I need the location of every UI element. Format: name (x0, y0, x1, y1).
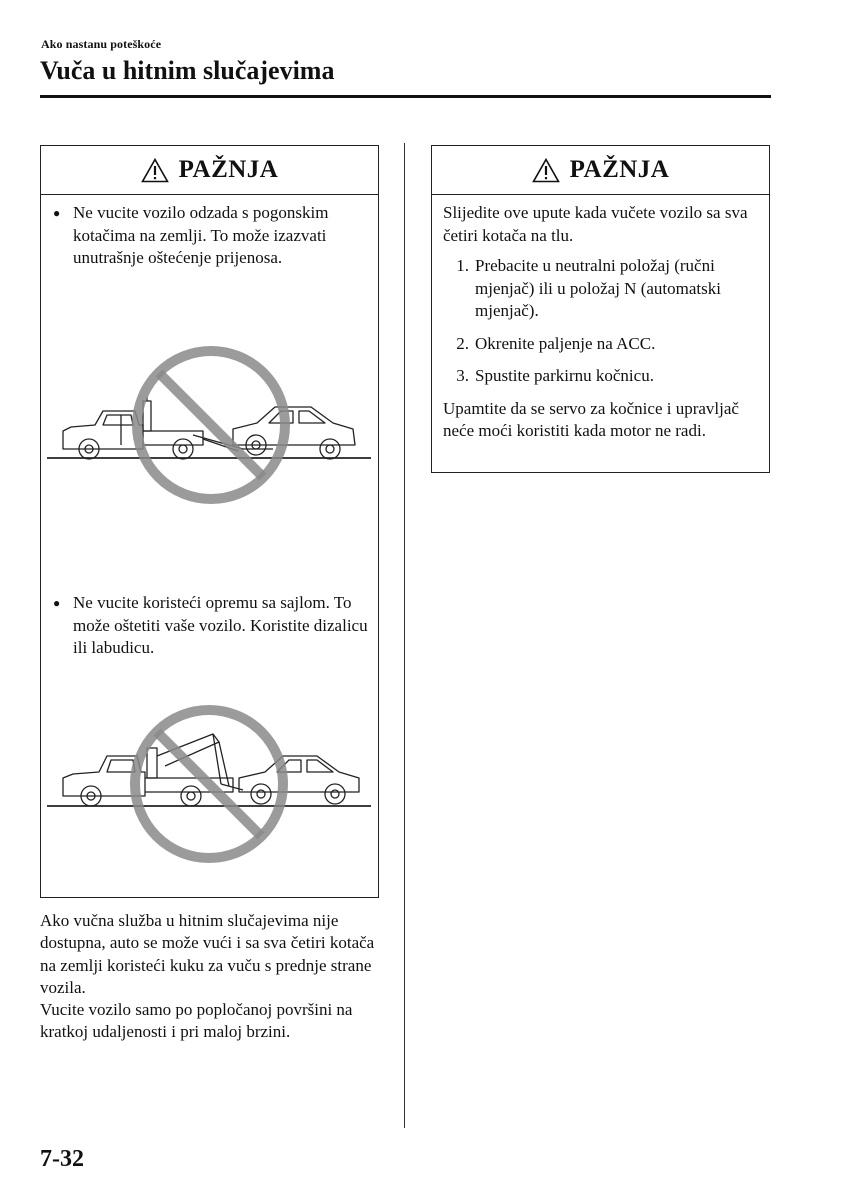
right-warning-box (431, 145, 770, 473)
tow-truck-sling-prohibited-illustration (43, 694, 375, 874)
step-number: 2. (456, 333, 469, 353)
left-warning-box (40, 145, 379, 898)
left-warning-bullet-1 (53, 202, 371, 270)
left-warning-header (41, 146, 378, 195)
page-title: Vuča u hitnim slučajevima (40, 56, 335, 85)
title-rule (40, 95, 771, 98)
body-paragraph-2: Vucite vozilo samo po popločanoj površini na kratkoj udaljenosti i pri maloj brzini. (40, 1000, 353, 1042)
body-paragraph-1: Ako vučna služba u hitnim slučajevima nije dostupna, auto se može vući i sa sva četiri kotača na zemlji koristeći kuku za vuču s prednje strane vozila. (40, 911, 375, 997)
left-warning-bullet-2 (53, 592, 371, 660)
warning-triangle-icon (141, 158, 169, 183)
step-text: Spustite parkirnu kočnicu. (475, 366, 654, 385)
right-warning-header (432, 146, 769, 195)
bullet-dot: ● (53, 596, 61, 610)
body-text (40, 910, 380, 1044)
step-text: Okrenite paljenje na ACC. (475, 333, 656, 353)
bullet-dot: ● (53, 206, 61, 220)
left-warning-heading: PAŽNJA (178, 156, 279, 183)
step-text: Prebacite u neutralni položaj (ručni mjenjač) ili u položaj N (automatski mjenjač). (475, 256, 721, 320)
page-number: 7-32 (40, 1146, 84, 1172)
step-number: 3. (456, 366, 469, 385)
step-number: 1. (456, 256, 469, 275)
right-warning-heading: PAŽNJA (569, 156, 670, 183)
bullet-text: Ne vucite vozilo odzada s pogonskim kotačima na zemlji. To može izazvati unutrašnje oštećenje prijenosa. (73, 203, 329, 267)
column-divider (404, 143, 405, 1128)
warning-triangle-icon (532, 158, 560, 183)
list-item (443, 333, 761, 356)
right-warning-intro: Slijedite ove upute kada vučete vozilo sa sva četiri kotača na tlu. (443, 203, 748, 245)
right-warning-note: Upamtite da se servo za kočnice i upravljač neće moći koristiti kada motor ne radi. (443, 398, 739, 440)
list-item (443, 365, 761, 388)
tow-truck-wheel-lift-prohibited-illustration (43, 341, 375, 511)
bullet-text: Ne vucite koristeći opremu sa sajlom. To može oštetiti vaše vozilo. Koristite dizalicu ili labudicu. (73, 593, 368, 657)
right-warning-body (443, 202, 761, 443)
towing-steps-list (443, 255, 761, 388)
section-label: Ako nastanu poteškoće (41, 37, 162, 51)
list-item (443, 255, 761, 323)
prohibited-sign-icon (137, 351, 285, 499)
